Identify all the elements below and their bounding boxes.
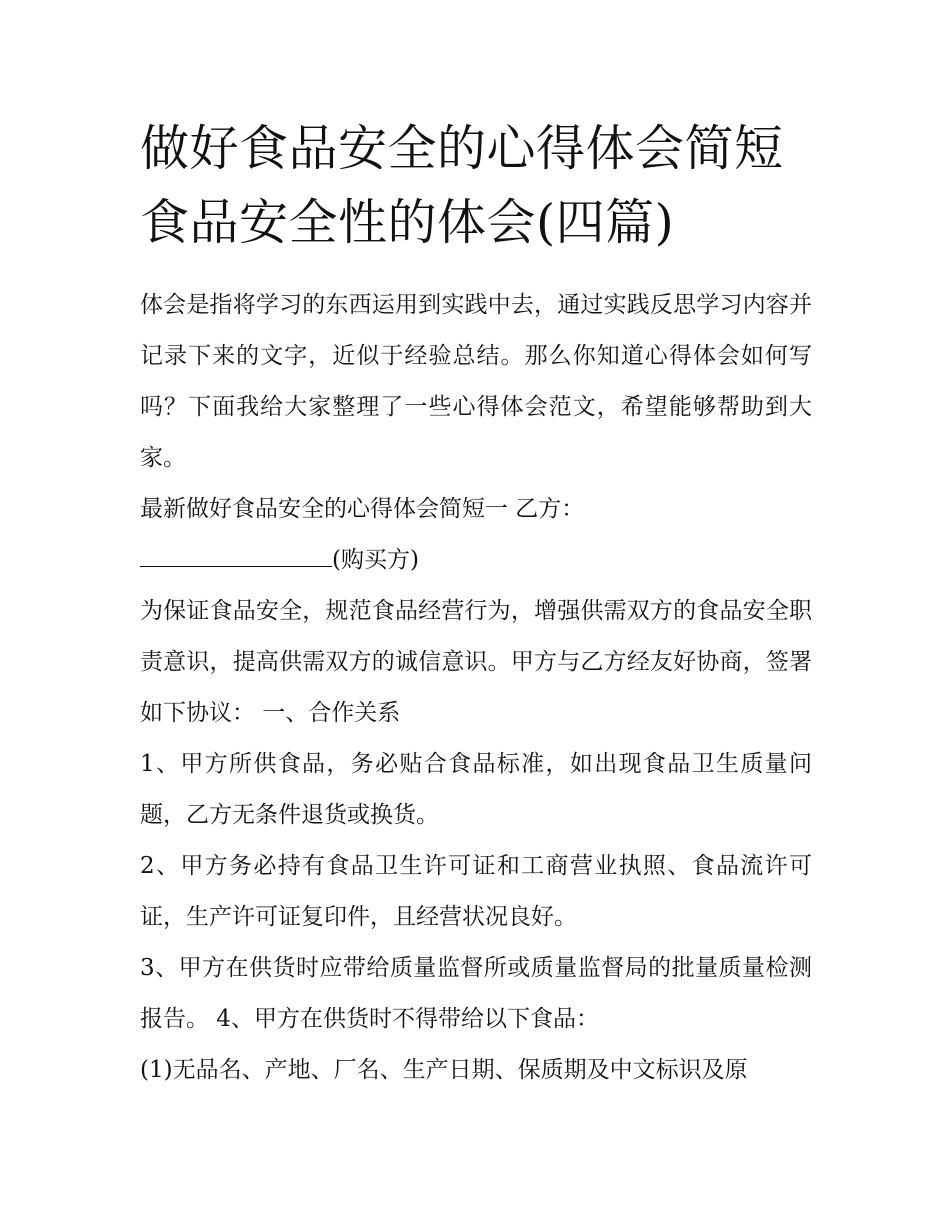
clause-2: 2、甲方务必持有食品卫生许可证和工商营业执照、食品流许可证，生产许可证复印件，且经营状况良好。: [140, 853, 812, 930]
signature-blank: [140, 546, 332, 567]
purpose-paragraph: 为保证食品安全，规范食品经营行为，增强供需双方的食品安全职责意识，提高供需双方的诚信意识。甲方与乙方经友好协商，签署如下协议： 一、合作关系: [140, 598, 812, 726]
document-title: [140, 112, 812, 260]
document-body: [140, 280, 812, 1096]
title-line-2: 食品安全性的体会(四篇): [140, 194, 675, 251]
buyer-line: [140, 535, 812, 586]
buyer-label: (购买方): [332, 547, 419, 573]
intro-paragraph: 体会是指将学习的东西运用到实践中去，通过实践反思学习内容并记录下来的文字，近似于经验总结。那么你知道心得体会如何写吗？下面我给大家整理了一些心得体会范文，希望能够帮助到大家。: [140, 292, 812, 471]
title-line-1: 做好食品安全的心得体会简短: [140, 120, 784, 177]
section-heading: 最新做好食品安全的心得体会简短一 乙方：: [140, 496, 585, 522]
document-page: [140, 112, 812, 1096]
clause-4: (1)无品名、产地、厂名、生产日期、保质期及中文标识及原: [140, 1057, 748, 1083]
clause-3: 3、甲方在供货时应带给质量监督所或质量监督局的批量质量检测报告。 4、甲方在供货时不得带给以下食品：: [140, 955, 812, 1032]
clause-1: 1、甲方所供食品，务必贴合食品标准，如出现食品卫生质量问题，乙方无条件退货或换货。: [140, 751, 812, 828]
